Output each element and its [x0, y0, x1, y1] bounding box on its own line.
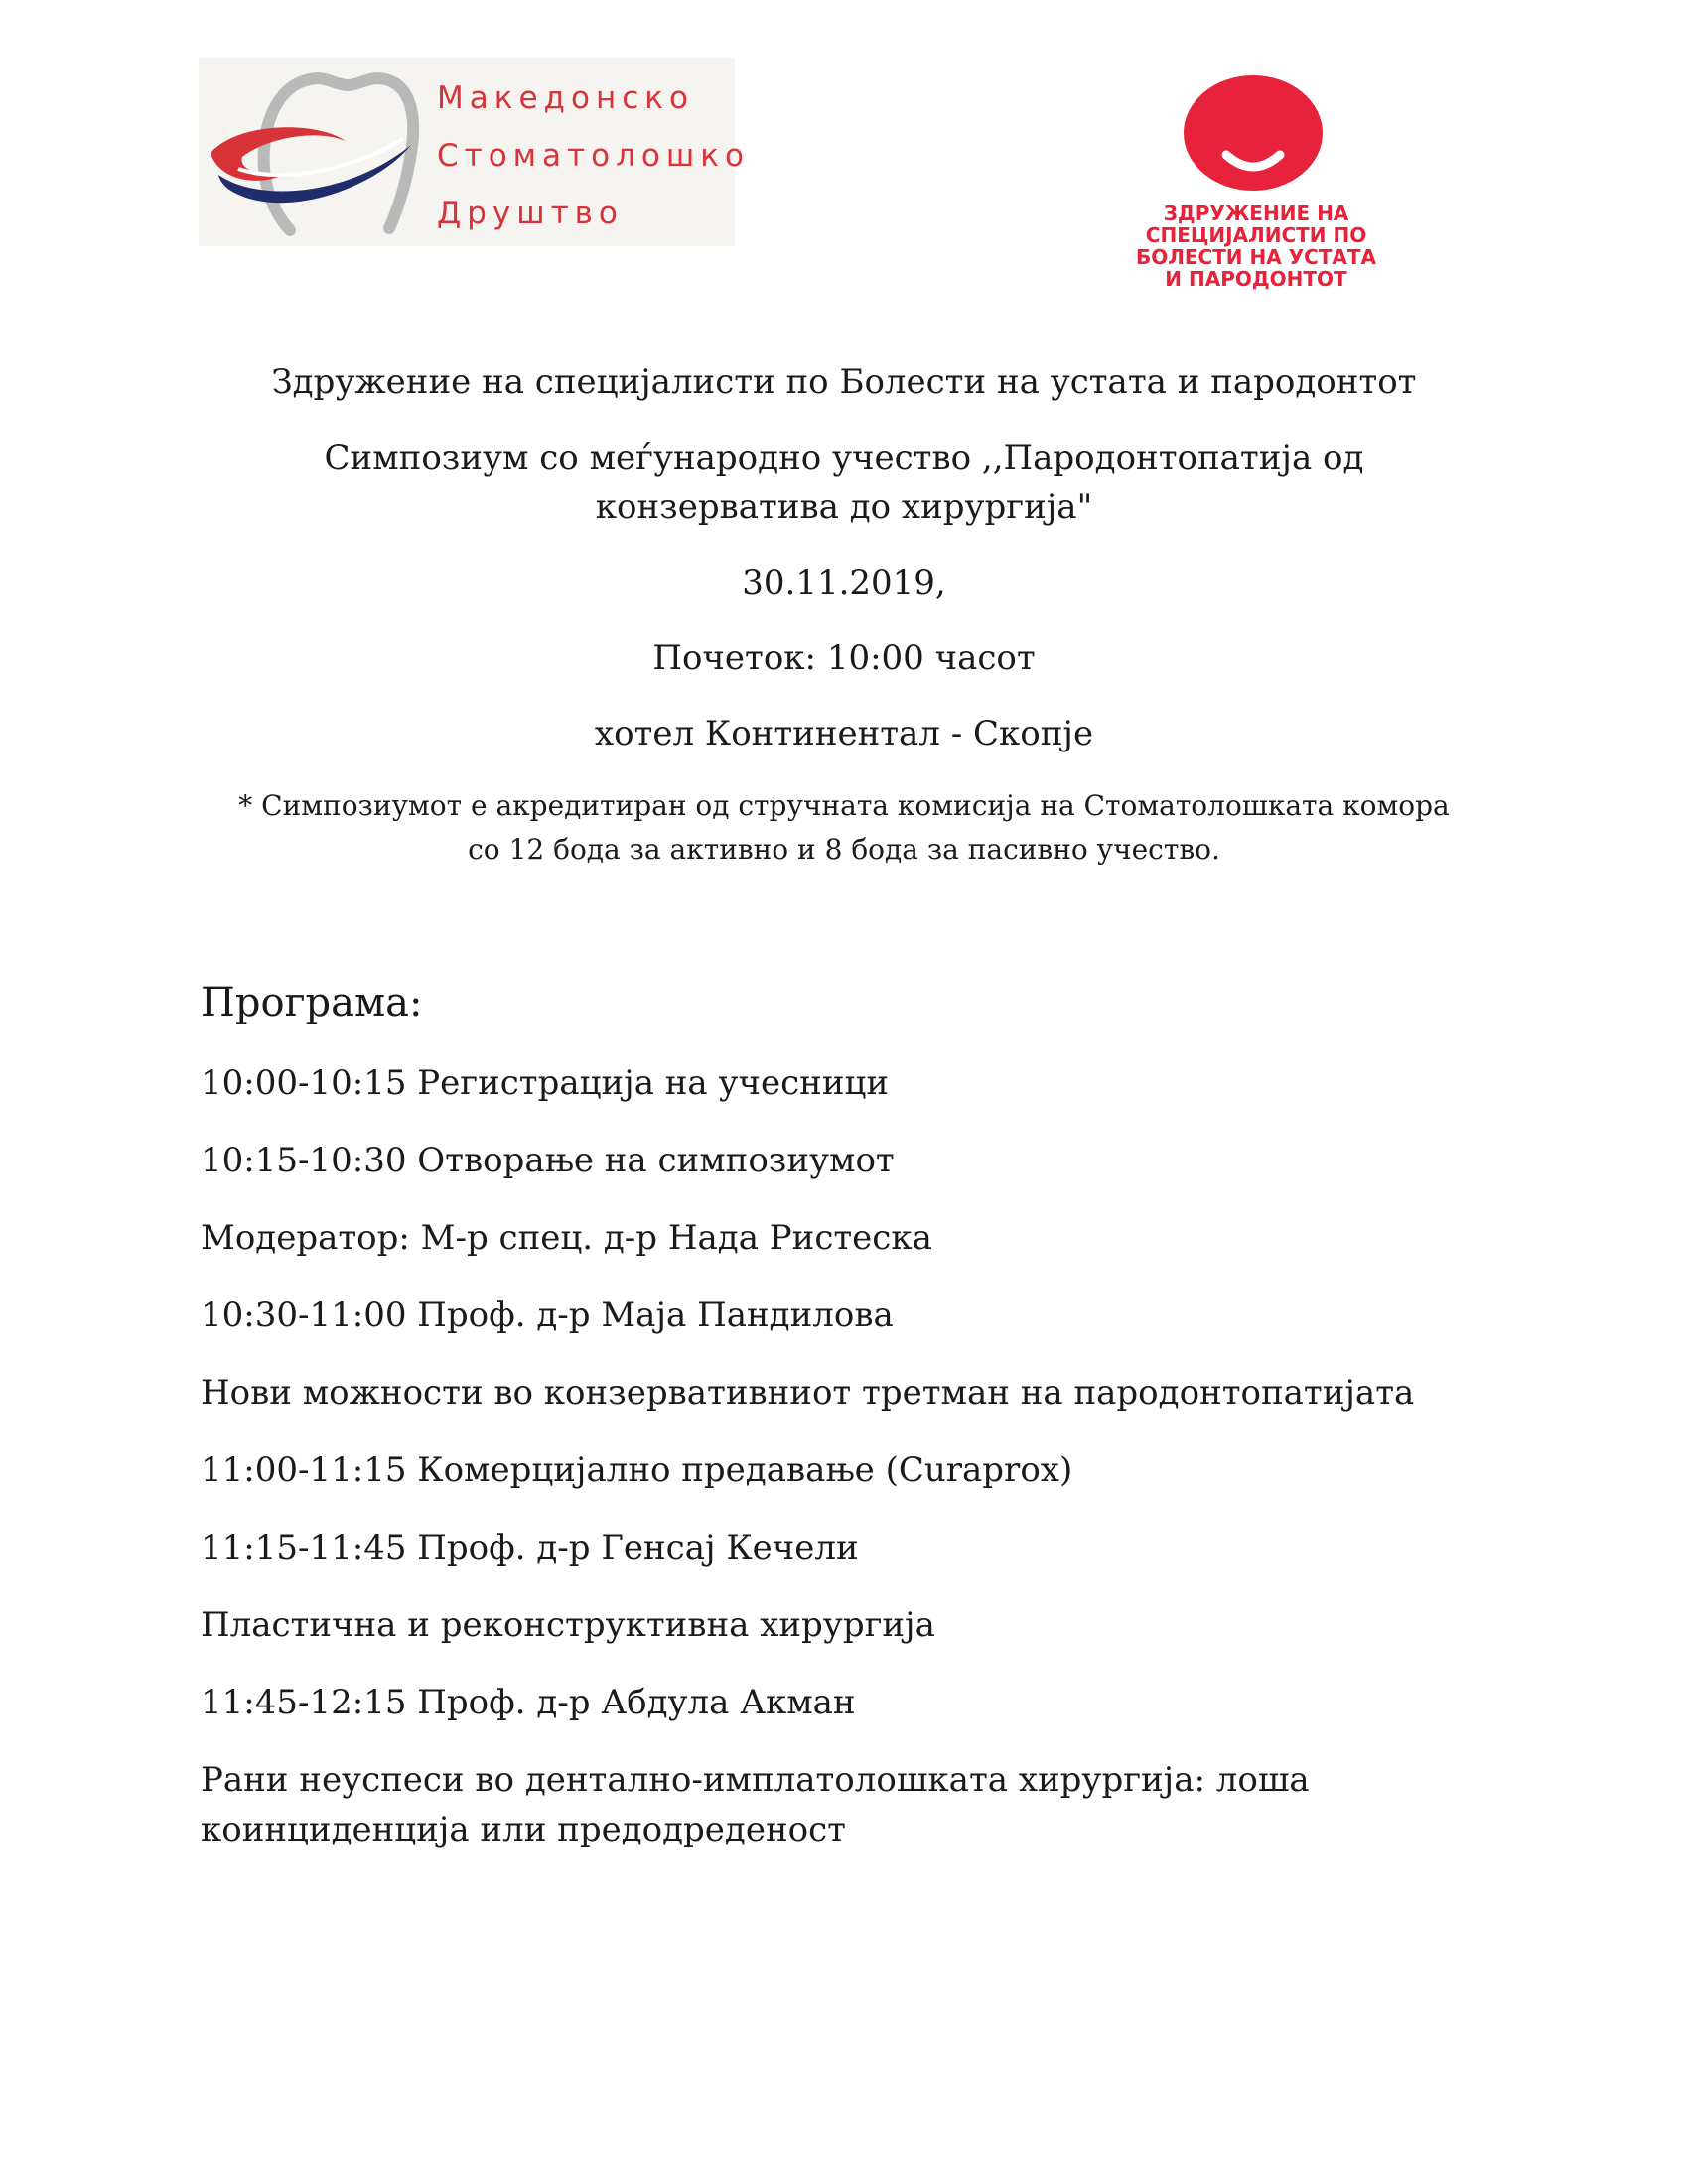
accreditation-note: [149, 784, 1539, 872]
accreditation-note-line: * Симпозиумот е акредитиран од стручната комисија на Стоматолошката комора: [238, 789, 1450, 822]
symposium-title: [149, 433, 1539, 532]
accreditation-note-line: со 12 бода за активно и 8 бода за пасивно учество.: [468, 833, 1220, 866]
smile-circle-logo-icon: [1179, 75, 1328, 195]
mds-logo-text: [437, 69, 750, 242]
program-row: Пластична и реконструктивна хирургија: [201, 1605, 935, 1645]
program-row: 10:00-10:15 Регистрација на учесници: [201, 1063, 889, 1103]
program-row: 10:15-10:30 Отворање на симпозиумот: [201, 1141, 895, 1180]
association-logo-line: И ПАРОДОНТОТ: [1165, 267, 1347, 291]
program-row: Нови можности во конзервативниот третман на пародонтопатијата: [201, 1373, 1415, 1413]
mds-logo: [199, 58, 750, 246]
association-logo-line: СПЕЦИЈАЛИСТИ ПО: [1145, 223, 1367, 247]
association-logo: [1117, 75, 1395, 294]
program-row: [201, 1755, 1591, 1854]
document-header: [149, 357, 1539, 872]
event-date: 30.11.2019,: [742, 563, 946, 603]
association-logo-line: БОЛЕСТИ НА УСТАТА: [1135, 245, 1377, 269]
program-title: Програма:: [201, 980, 423, 1025]
symposium-title-line: Симпозиум со меѓународно учество ,,Пародонтопатија од: [324, 438, 1364, 478]
program-row-line: коинциденција или предодреденост: [201, 1810, 846, 1849]
association-logo-line: ЗДРУЖЕНИЕ НА: [1163, 202, 1349, 225]
program-row: 10:30-11:00 Проф. д-р Маја Пандилова: [201, 1296, 894, 1335]
venue: хотел Континентал - Скопје: [594, 714, 1094, 753]
program-row: 11:15-11:45 Проф. д-р Генсај Кечели: [201, 1528, 859, 1568]
mds-logo-line: Македонско: [437, 80, 694, 116]
organization-name: Здружение на специјалисти по Болести на устата и пародонтот: [271, 362, 1417, 402]
program-row: Модератор: М-р спец. д-р Нада Ристеска: [201, 1218, 932, 1258]
tooth-swoosh-logo-icon: [199, 58, 437, 246]
program-row: 11:00-11:15 Комерцијално предавање (Curaprox): [201, 1450, 1073, 1490]
mds-logo-line: Друштво: [437, 196, 624, 231]
symposium-title-line: конзерватива до хирургија": [595, 487, 1093, 527]
program-row-line: Рани неуспеси во дентално-имплатолошката хирургија: лоша: [201, 1760, 1310, 1800]
association-logo-text: [1117, 203, 1395, 290]
start-time: Почеток: 10:00 часот: [652, 638, 1036, 678]
mds-logo-line: Стоматолошко: [437, 138, 750, 174]
program-section: [201, 973, 1591, 1882]
program-row: 11:45-12:15 Проф. д-р Абдула Акман: [201, 1683, 856, 1722]
